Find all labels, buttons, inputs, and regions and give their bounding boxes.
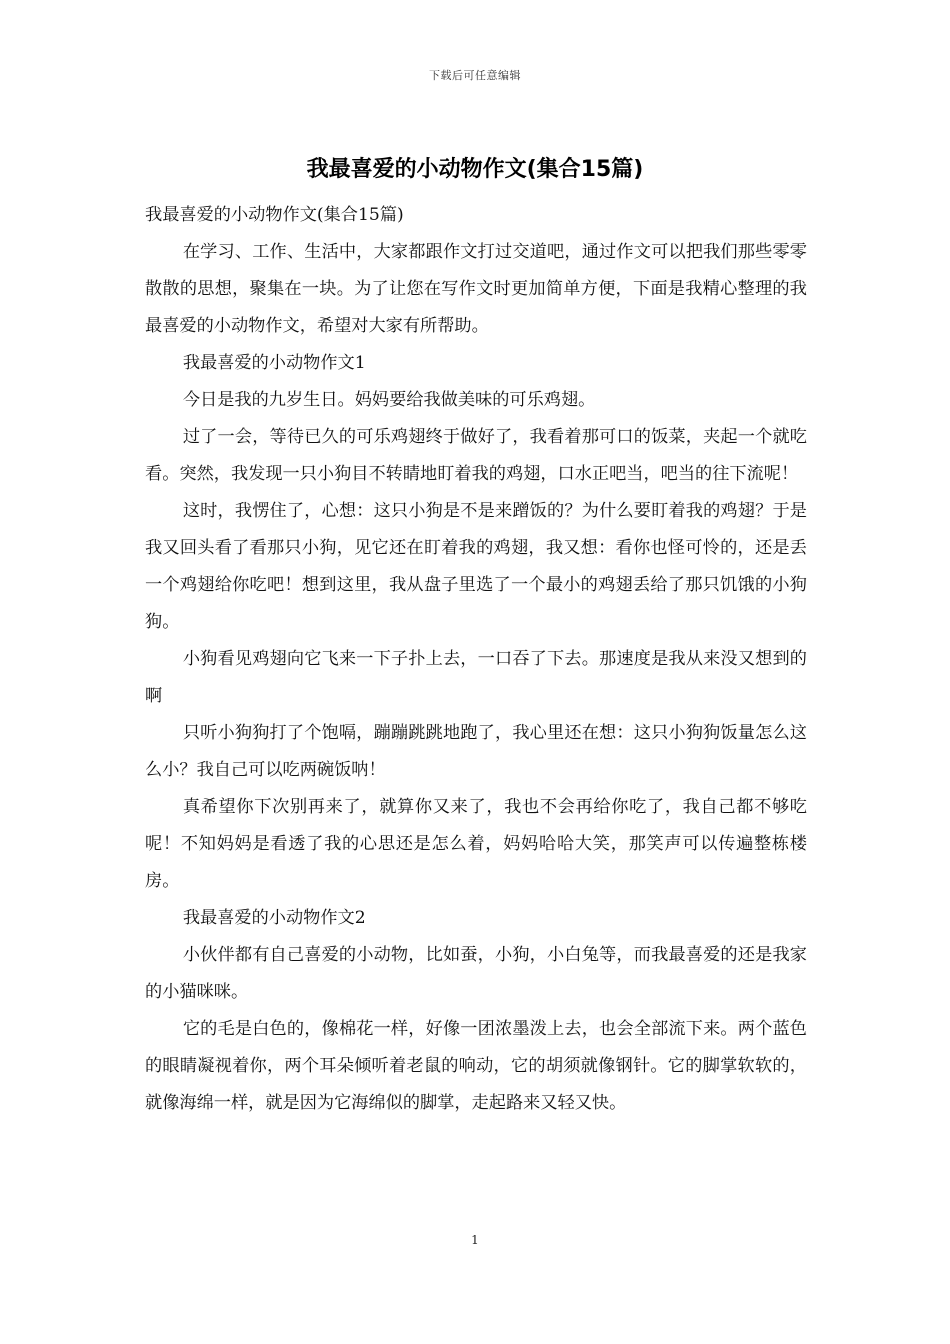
page-header-note: 下载后可任意编辑 [429,69,521,82]
paragraph-intro: 在学习、工作、生活中，大家都跟作文打过交道吧，通过作文可以把我们那些零零散散的思想，聚集在一块。为了让您在写作文时更加简单方便，下面是我精心整理的我最喜爱的小动物作文，希望对大家有所帮助。 [145,242,807,336]
section-heading-1: 我最喜爱的小动物作文1 [182,353,366,373]
document-title: 我最喜爱的小动物作文(集合15篇) [306,157,644,182]
paragraph: 只听小狗狗打了个饱嗝，蹦蹦跳跳地跑了，我心里还在想：这只小狗狗饭量怎么这么小？我自己可以吃两碗饭呐！ [145,723,807,780]
paragraph: 真希望你下次别再来了，就算你又来了，我也不会再给你吃了，我自己都不够吃呢！不知妈妈是看透了我的心思还是怎么着，妈妈哈哈大笑，那笑声可以传遍整栋楼房。 [145,797,807,891]
document-body [145,197,807,1122]
paragraph: 过了一会，等待已久的可乐鸡翅终于做好了，我看着那可口的饭菜，夹起一个就吃看。突然，我发现一只小狗目不转睛地盯着我的鸡翅，口水正吧当，吧当的往下流呢！ [145,427,807,484]
section-heading-2: 我最喜爱的小动物作文2 [182,908,366,928]
paragraph: 小伙伴都有自己喜爱的小动物，比如蚕，小狗，小白兔等，而我最喜爱的还是我家的小猫咪咪。 [145,945,807,1002]
paragraph-intro-title: 我最喜爱的小动物作文(集合15篇) [145,205,404,225]
paragraph: 今日是我的九岁生日。妈妈要给我做美味的可乐鸡翅。 [182,390,596,410]
page-number: 1 [471,1233,479,1247]
paragraph: 这时，我愣住了，心想：这只小狗是不是来蹭饭的？为什么要盯着我的鸡翅？于是我又回头看了看那只小狗，见它还在盯着我的鸡翅，我又想：看你也怪可怜的，还是丢一个鸡翅给你吃吧！想到这里，我从盘子里选了一个最小的鸡翅丢给了那只饥饿的小狗狗。 [145,501,807,632]
paragraph: 小狗看见鸡翅向它飞来一下子扑上去，一口吞了下去。那速度是我从来没又想到的啊 [145,649,807,706]
paragraph: 它的毛是白色的，像棉花一样，好像一团浓墨泼上去，也会全部流下来。两个蓝色的眼睛凝视着你，两个耳朵倾听着老鼠的响动，它的胡须就像钢针。它的脚掌软软的，就像海绵一样，就是因为它海绵似的脚掌，走起路来又轻又快。 [145,1019,807,1113]
